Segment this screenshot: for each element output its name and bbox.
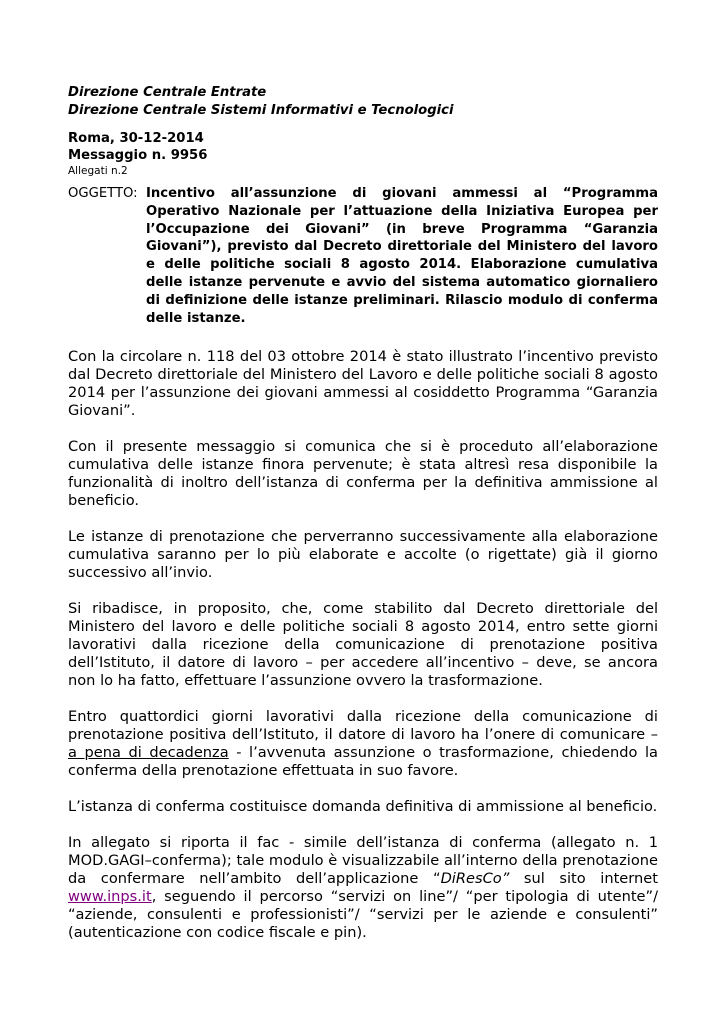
paragraph-4: Si ribadisce, in proposito, che, come stabilito dal Decreto direttoriale del Ministero del lavoro e delle politiche sociali 8 agosto 2014, entro sette giorni lavorativi dalla ricezione della comunicazione di prenotazione positiva dell’Istituto, il datore di lavoro – per accedere all’incentivo – deve, se ancora non lo ha fatto, effettuare l’assunzione ovvero la trasformazione.: [68, 600, 658, 689]
subject-block: [68, 185, 658, 327]
attachments-count: Allegati n.2: [68, 165, 128, 177]
paragraph-5-part-a: Entro quattordici giorni lavorativi dalla ricezione della comunicazione di prenotazione positiva dell’Istituto, il datore di lavoro ha l’onere di comunicare –: [68, 708, 658, 743]
subject-text: Incentivo all’assunzione di giovani ammessi al “Programma Operativo Nazionale per l’attuazione della Iniziativa Europea per l’Occupazione dei Giovani” (in breve Programma “Garanzia Giovani”), previsto dal Decreto direttoriale del Ministero del lavoro e delle politiche sociali 8 agosto 2014. Elaborazione cumulativa delle istanze pervenute e avvio del sistema automatico giornaliero di definizione delle istanze preliminari. Rilascio modulo di conferma delle istanze.: [146, 186, 658, 326]
paragraph-7-part-c: , seguendo il percorso “servizi on line”/ “per tipologia di utente”/ “aziende, consulenti e professionisti”/ “servizi per le aziende e consulenti” (autenticazione con codice fiscale e pin).: [68, 888, 658, 941]
document-body: [68, 348, 658, 960]
document-date: Roma, 30-12-2014: [68, 131, 204, 146]
paragraph-5-part-b: - l’avvenuta assunzione o trasformazione, chiedendo la conferma della prenotazione effettuata in suo favore.: [68, 744, 658, 779]
message-number: Messaggio n. 9956: [68, 148, 208, 163]
paragraph-6: L’istanza di conferma costituisce domanda definitiva di ammissione al beneficio.: [68, 798, 658, 815]
paragraph-7-part-b: sul sito internet: [509, 870, 658, 887]
inps-website-link[interactable]: www.inps.it: [68, 888, 152, 905]
paragraph-3: Le istanze di prenotazione che perverranno successivamente alla elaborazione cumulativa saranno per lo più elaborate e accolte (o rigettate) già il giorno successivo all’invio.: [68, 528, 658, 581]
header-line-entrate: Direzione Centrale Entrate: [68, 85, 267, 100]
paragraph-5: [68, 708, 658, 780]
paragraph-2: Con il presente messaggio si comunica che si è proceduto all’elaborazione cumulativa delle istanze finora pervenute; è stata altresì resa disponibile la funzionalità di inoltro dell’istanza di conferma per la definitiva ammissione al beneficio.: [68, 438, 658, 509]
decadenza-emphasis: a pena di decadenza: [68, 744, 229, 761]
subject-label: OGGETTO:: [68, 186, 138, 201]
paragraph-1: Con la circolare n. 118 del 03 ottobre 2014 è stato illustrato l’incentivo previsto dal Decreto direttoriale del Ministero del Lavoro e delle politiche sociali 8 agosto 2014 per l’assunzione dei giovani ammessi al cosiddetto Programma “Garanzia Giovani”.: [68, 348, 658, 419]
document-header: [68, 84, 454, 120]
paragraph-7: [68, 834, 658, 942]
header-line-sistemi: Direzione Centrale Sistemi Informativi e Tecnologici: [68, 103, 454, 118]
paragraph-7-part-a: In allegato si riporta il fac - simile dell’istanza di conferma (allegato n. 1 MOD.GAGI–conferma); tale modulo è visualizzabile all’interno della prenotazione da confermare nell’ambito dell’applicazione “: [68, 834, 658, 887]
app-name-diresco: DiResCo”: [440, 870, 510, 887]
document-meta: [68, 130, 207, 178]
